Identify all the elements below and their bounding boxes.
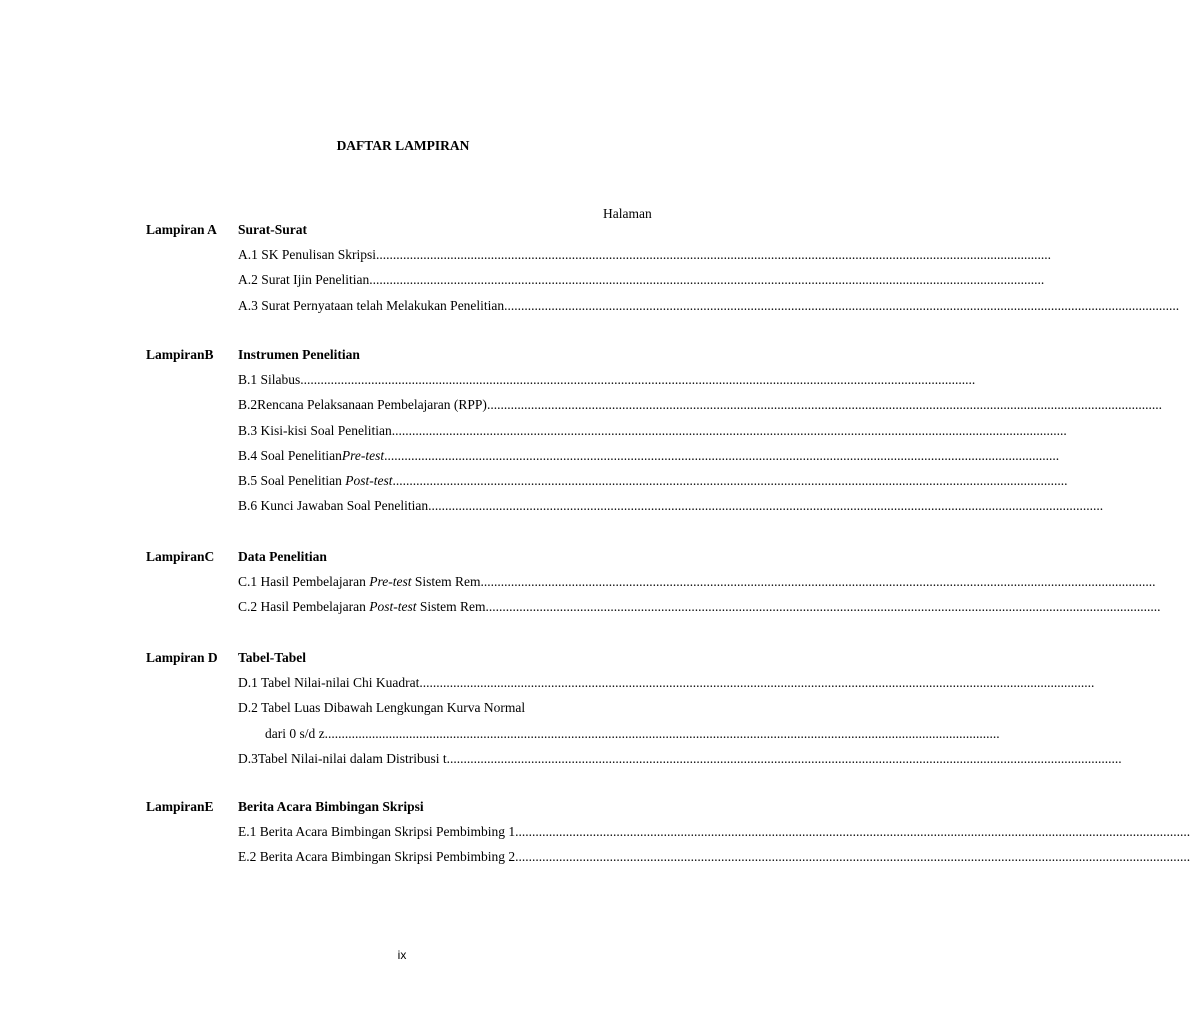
toc-entry bbox=[238, 272, 1045, 288]
toc-entry bbox=[238, 297, 1180, 314]
toc-entry-text: E.2 Berita Acara Bimbingan Skripsi Pembimbing 2 bbox=[238, 849, 516, 865]
dot-leader: ........................................................................................................................................................................................................ bbox=[376, 247, 1052, 263]
toc-entry-text: B.1 Silabus bbox=[238, 372, 301, 388]
dot-leader: ........................................................................................................................................................................................................ bbox=[419, 675, 1095, 691]
page-number: ix bbox=[397, 948, 407, 962]
toc-entry-text: B.5 Soal Penelitian bbox=[238, 473, 346, 488]
toc-entry-text: C.2 Hasil Pembelajaran bbox=[238, 599, 370, 615]
section-title: Instrumen Penelitian bbox=[238, 347, 360, 362]
toc-entry-text: D.1 Tabel Nilai-nilai Chi Kuadrat bbox=[238, 675, 420, 691]
section-title: Berita Acara Bimbingan Skripsi bbox=[238, 799, 424, 814]
toc-entry-text: C.1 Hasil Pembelajaran bbox=[238, 574, 370, 590]
dot-leader: ........................................................................................................................................................................................................ bbox=[324, 725, 1000, 741]
toc-entry-text: Pre-test bbox=[369, 574, 412, 590]
toc-entry bbox=[238, 824, 1190, 840]
dot-leader: ........................................................................................................................................................................................................ bbox=[384, 447, 1060, 463]
toc-entry-text: B.3 Kisi-kisi Soal Penelitian bbox=[238, 422, 392, 438]
dot-leader: ........................................................................................................................................................................................................ bbox=[391, 422, 1067, 438]
section-label: Lampiran A bbox=[146, 222, 217, 237]
dot-leader: ........................................................................................................................................................................................................ bbox=[300, 372, 976, 388]
toc-entry-text: D.3Tabel Nilai-nilai dalam Distribusi t bbox=[238, 750, 447, 766]
toc-entry bbox=[238, 247, 1052, 263]
toc-entry bbox=[238, 599, 1161, 615]
toc-entry bbox=[265, 725, 1000, 742]
page-title: DAFTAR LAMPIRAN bbox=[336, 138, 470, 153]
section-title: Surat-Surat bbox=[238, 222, 308, 237]
toc-entry-text: D.2 Tabel Luas Dibawah Lengkungan Kurva Normal bbox=[238, 700, 526, 716]
toc-entry bbox=[238, 750, 1122, 767]
dot-leader: ........................................................................................................................................................................................................ bbox=[515, 824, 1190, 840]
toc-entry bbox=[238, 675, 1095, 691]
toc-entry bbox=[238, 700, 603, 716]
toc-entry-text: B.4 Soal Penelitian bbox=[238, 447, 342, 463]
section-label: Lampiran D bbox=[146, 650, 218, 665]
dot-leader: ........................................................................................................................................................................................................ bbox=[369, 272, 1045, 288]
dot-leader: ........................................................................................................................................................................................................ bbox=[446, 750, 1122, 766]
toc-entry-text: A.1 SK Penulisan Skripsi bbox=[238, 247, 377, 263]
toc-entry-text: Post-test bbox=[369, 599, 417, 615]
toc-entry-text: B.2Rencana Pelaksanaan Pembelajaran (RPP) bbox=[238, 397, 487, 413]
toc-entry bbox=[238, 422, 1067, 439]
toc-entry-text: Sistem Rem bbox=[416, 599, 486, 615]
page-column-header: Halaman bbox=[603, 206, 652, 221]
toc-entry-text: Pre-test bbox=[341, 447, 385, 463]
section-label: LampiranE bbox=[146, 799, 214, 814]
toc-entry bbox=[238, 498, 1104, 514]
section-title: Tabel-Tabel bbox=[238, 650, 307, 665]
section-label: LampiranB bbox=[146, 347, 214, 362]
dot-leader: ........................................................................................................................................................................................................ bbox=[392, 473, 1068, 488]
dot-leader: ........................................................................................................................................................................................................ bbox=[485, 599, 1161, 615]
toc-entry bbox=[238, 473, 1068, 489]
toc-entry-text: Post-test bbox=[345, 473, 393, 488]
toc-entry bbox=[238, 447, 1060, 464]
toc-entry-text: A.2 Surat Ijin Penelitian bbox=[238, 272, 370, 288]
dot-leader: ........................................................................................................................................................................................................ bbox=[504, 297, 1180, 313]
toc-entry bbox=[238, 397, 1162, 413]
dot-leader: ........................................................................................................................................................................................................ bbox=[515, 849, 1190, 865]
toc-entry bbox=[238, 849, 1190, 865]
toc-entry-text: E.1 Berita Acara Bimbingan Skripsi Pembimbing 1 bbox=[238, 824, 516, 840]
toc-entry bbox=[238, 574, 1156, 590]
toc-entry-text: B.6 Kunci Jawaban Soal Penelitian bbox=[238, 498, 429, 514]
toc-entry-text: A.3 Surat Pernyataan telah Melakukan Penelitian bbox=[238, 297, 505, 313]
dot-leader: ........................................................................................................................................................................................................ bbox=[480, 574, 1156, 590]
toc-entry bbox=[238, 372, 976, 388]
dot-leader: ........................................................................................................................................................................................................ bbox=[428, 498, 1104, 514]
toc-entry-text: dari 0 s/d z bbox=[265, 725, 325, 741]
toc-entry-text: Sistem Rem bbox=[411, 574, 481, 590]
dot-leader: ........................................................................................................................................................................................................ bbox=[486, 397, 1162, 413]
section-title: Data Penelitian bbox=[238, 549, 327, 564]
section-label: LampiranC bbox=[146, 549, 215, 564]
